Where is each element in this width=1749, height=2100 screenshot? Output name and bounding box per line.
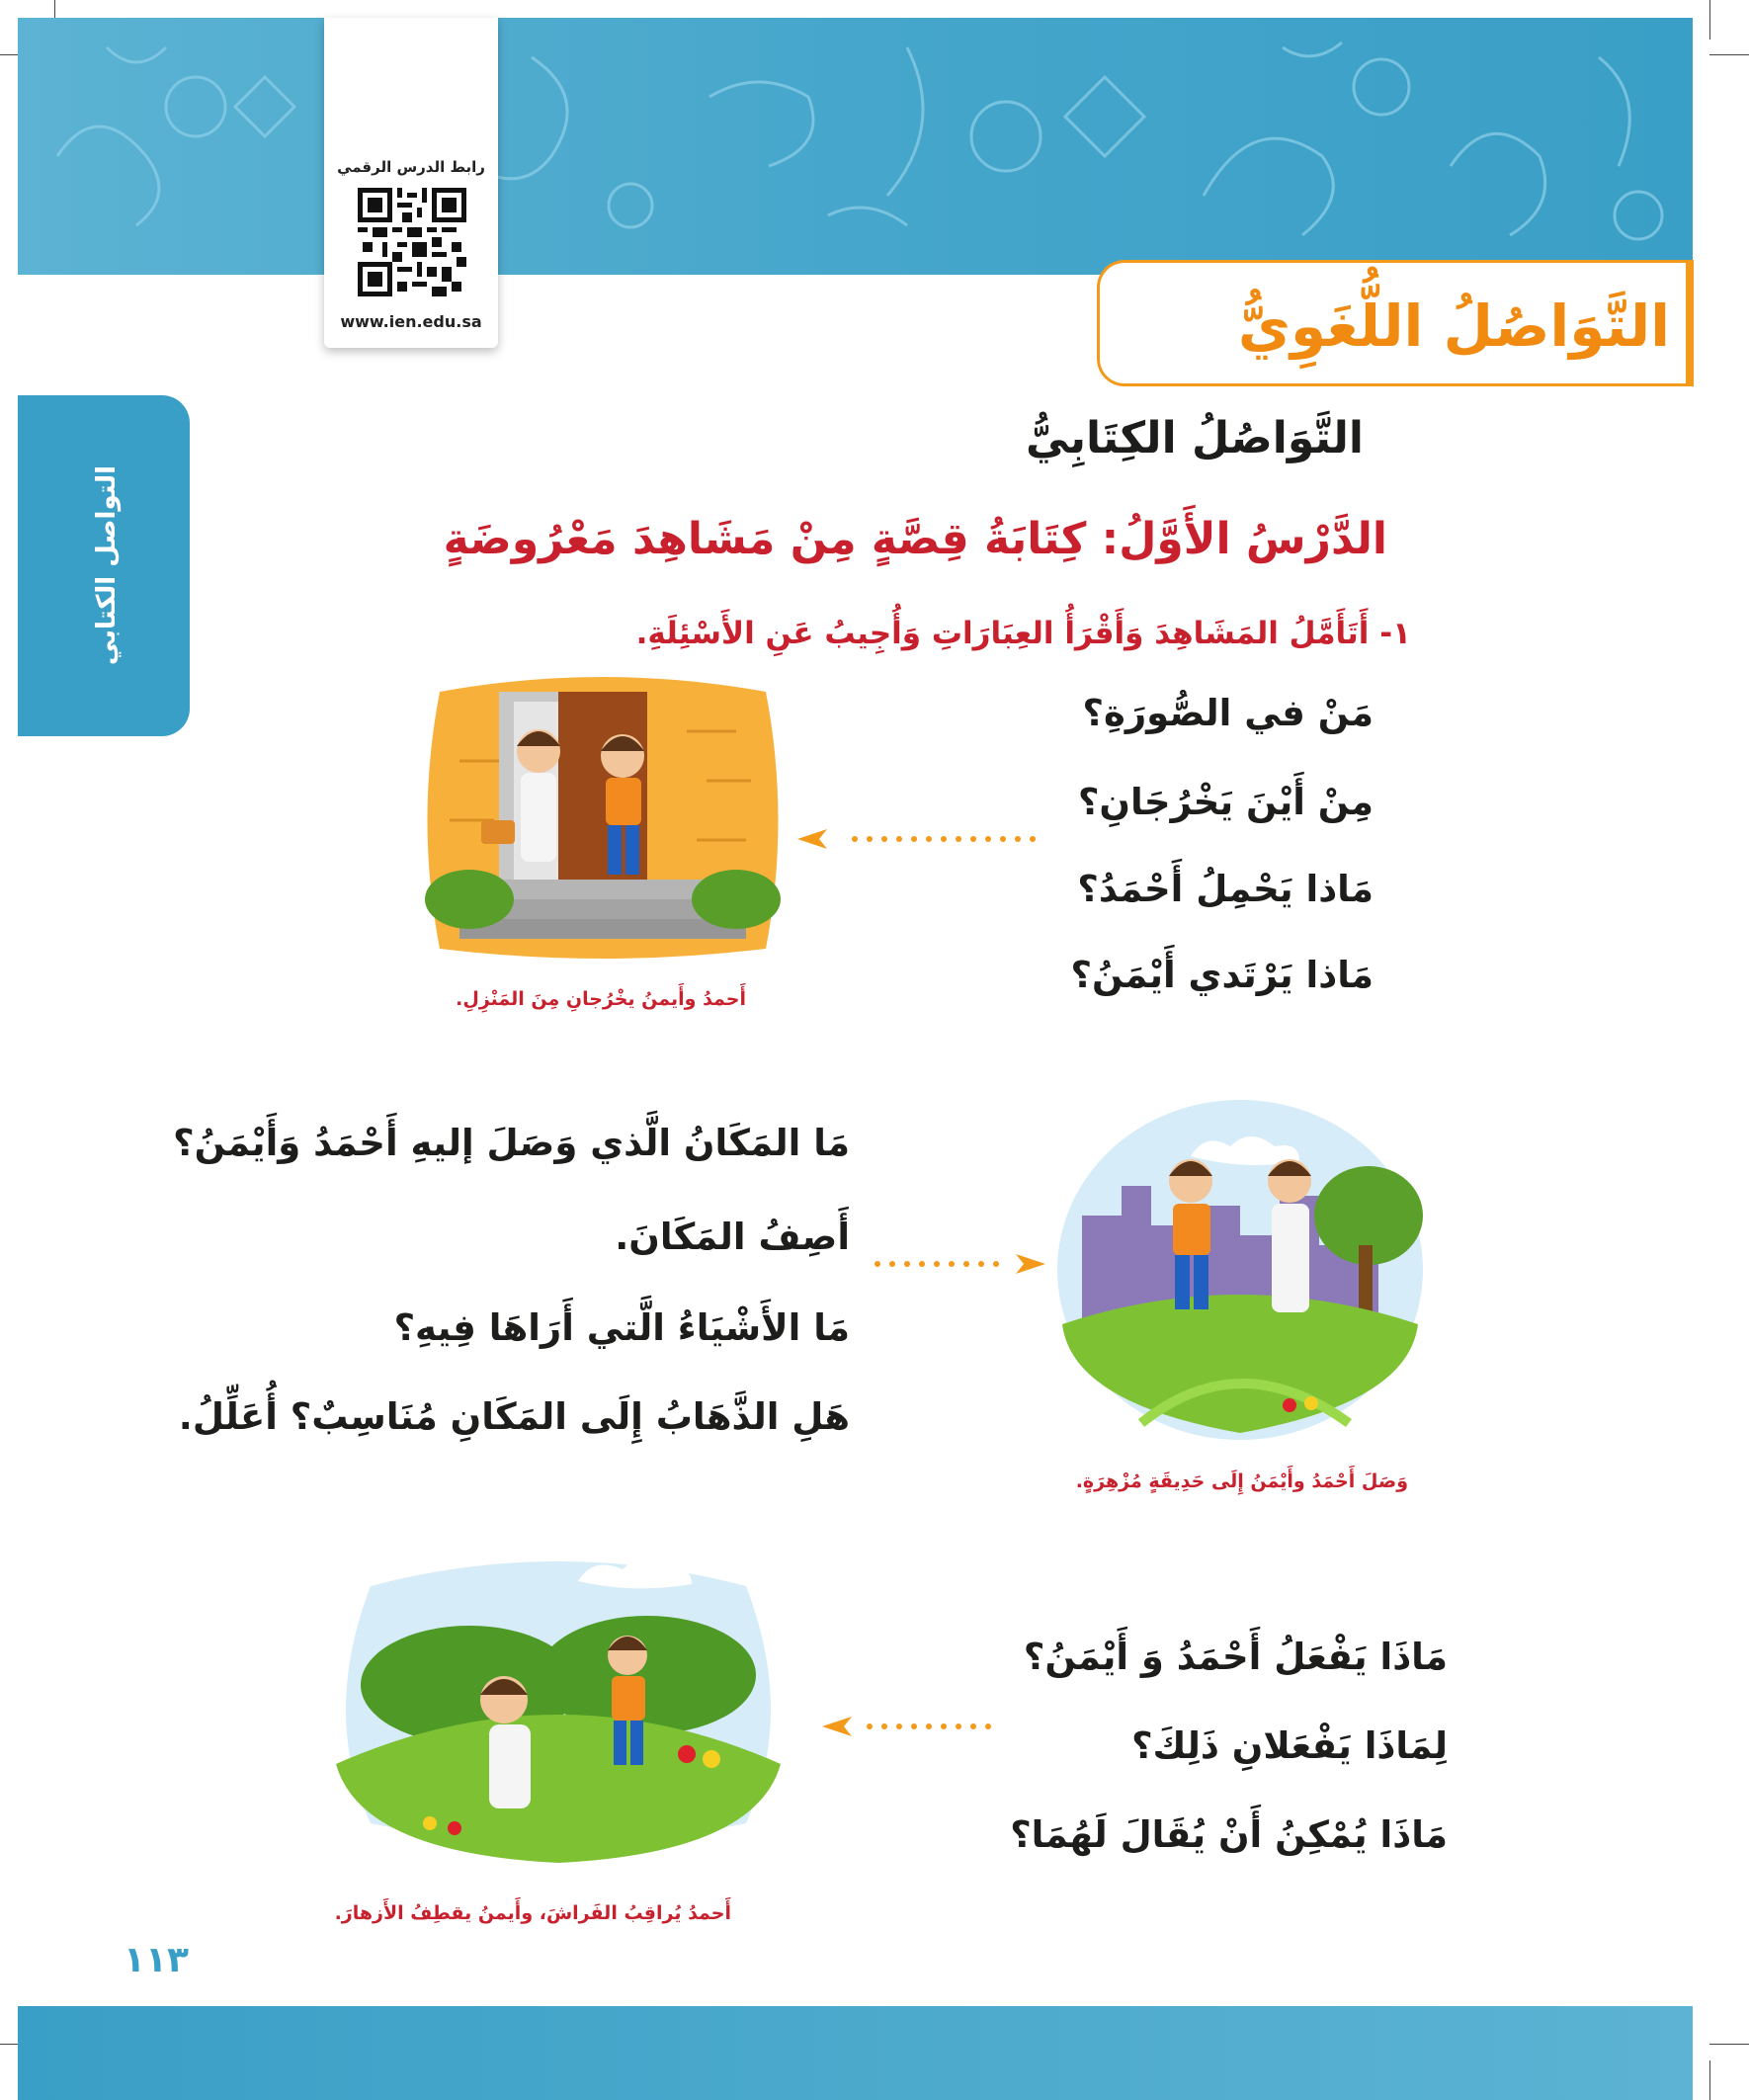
page-number: ١١٣: [124, 1940, 189, 1980]
scene-1-question: مِنْ أَيْنَ يَخْرُجَانِ؟: [1077, 781, 1374, 823]
side-tab-label: التواصل الكتابي: [92, 464, 122, 666]
scene-3-arrow-icon: [820, 1716, 1008, 1737]
crop-mark: [1709, 54, 1749, 55]
scene-1-question: مَنْ في الصُّورَةِ؟: [1082, 692, 1374, 734]
footer-band: [18, 2006, 1693, 2100]
scene-3-question: لِمَاذَا يَفْعَلانِ ذَلِكَ؟: [1131, 1724, 1448, 1767]
section-title: التَّوَاصُلُ الكِتَابِيُّ: [1025, 413, 1364, 463]
qr-card: [324, 18, 498, 348]
scene-1-caption: أَحمدُ وأَيمنُ يخْرُجانِ مِنَ المَنْزِلِ.: [456, 988, 746, 1010]
scene-2-question: مَا المَكَانُ الَّذي وَصَلَ إليهِ أَحْمَدُ وَأَيْمَنُ؟: [173, 1122, 850, 1164]
qr-label: رابط الدرس الرقمي: [337, 158, 485, 176]
scene-2-caption: وَصَلَ أَحْمَدُ وأَيْمَنُ إِلَى حَدِيقَةٍ مُزْهِرَةٍ.: [1075, 1470, 1408, 1492]
scene-3-caption: أَحمدُ يُراقِبُ الفَراشَ، وأَيمنُ يقطِفُ الأَزهارَ.: [334, 1902, 731, 1924]
crop-mark: [1709, 2044, 1749, 2045]
scene-1-illustration: [420, 672, 786, 968]
unit-title-tab: [1686, 260, 1694, 386]
arabic-letters-pattern: [18, 18, 1693, 275]
unit-title: التَّوَاصُلُ اللُّغَوِيُّ: [1237, 293, 1670, 360]
lesson-title: الدَّرْسُ الأَوَّلُ: كِتَابَةُ قِصَّةٍ مِنْ مَشَاهِدَ مَعْرُوضَةٍ: [443, 514, 1387, 564]
scene-2-question: أَصِفُ المَكَانَ.: [615, 1216, 850, 1258]
scene-2-question: مَا الأَشْيَاءُ الَّتي أَرَاهَا فِيهِ؟: [393, 1306, 850, 1349]
scene-3-question: مَاذَا يَفْعَلُ أَحْمَدُ وَ أَيْمَنُ؟: [1023, 1636, 1448, 1678]
scene-3-illustration: [331, 1537, 786, 1863]
qr-code-icon[interactable]: [358, 188, 466, 296]
scene-3-question: مَاذَا يُمْكِنُ أَنْ يُقَالَ لَهُمَا؟: [1010, 1813, 1448, 1856]
scene-2-question: هَلِ الذَّهَابُ إِلَى المَكَانِ مُنَاسِبٌ؟ أُعَلِّلُ.: [178, 1395, 850, 1438]
scene-1-question: مَاذا يَرْتَدي أَيْمَنُ؟: [1070, 954, 1374, 996]
scene-1-arrow-icon: [795, 828, 1052, 850]
scene-2-illustration: [1052, 1097, 1428, 1443]
qr-url[interactable]: www.ien.edu.sa: [340, 312, 482, 331]
instruction: ١- أَتَأَمَّلُ المَشَاهِدَ وَأَقْرَأُ العِبَارَاتِ وَأُجِيبُ عَنِ الأَسْئِلَةِ.: [635, 616, 1411, 651]
scene-1-question: مَاذا يَحْمِلُ أَحْمَدُ؟: [1077, 868, 1374, 910]
crop-mark: [1709, 0, 1710, 40]
crop-mark: [1709, 2060, 1710, 2100]
header-band: [18, 18, 1693, 275]
scene-2-arrow-icon: [870, 1253, 1047, 1275]
